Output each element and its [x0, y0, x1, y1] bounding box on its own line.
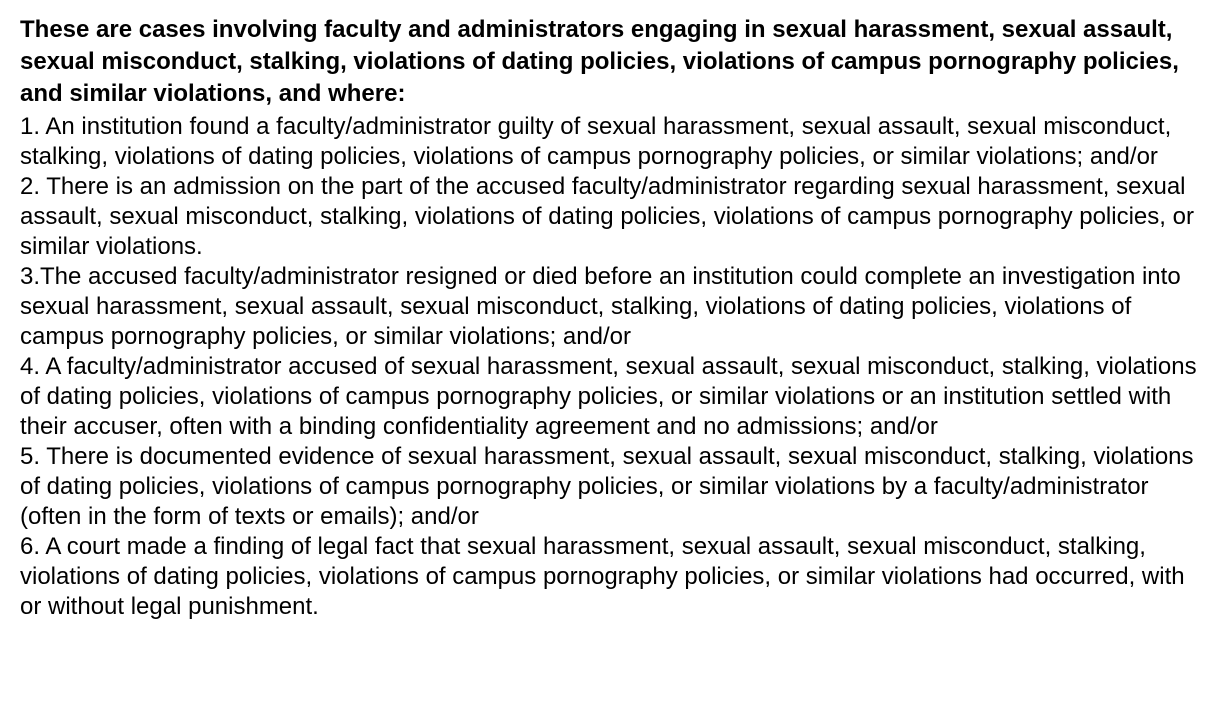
criteria-item-5: 5. There is documented evidence of sexual harassment, sexual assault, sexual misconduct, stalking, violations of dating policies, violations of campus pornography policies, or similar violations by a faculty/administrator (often in the form of texts or emails); and/or — [20, 443, 1194, 530]
criteria-item-6: 6. A court made a finding of legal fact that sexual harassment, sexual assault, sexual misconduct, stalking, violations of dating policies, violations of campus pornography policies, or similar violations had occurred, with or without legal punishment. — [20, 533, 1185, 620]
criteria-item-3: 3.The accused faculty/administrator resigned or died before an institution could complete an investigation into sexual harassment, sexual assault, sexual misconduct, stalking, violations of dating policies, violations of campus pornography policies, or similar violations; and/or — [20, 263, 1181, 350]
criteria-item-4: 4. A faculty/administrator accused of sexual harassment, sexual assault, sexual misconduct, stalking, violations of dating policies, violations of campus pornography policies, or similar violations or an institution settled with their accuser, often with a binding confidentiality agreement and no admissions; and/or — [20, 353, 1197, 440]
criteria-list — [20, 112, 1200, 622]
criteria-item-2: 2. There is an admission on the part of the accused faculty/administrator regarding sexual harassment, sexual assault, sexual misconduct, stalking, violations of dating policies, violations of campus pornography policies, or similar violations. — [20, 173, 1194, 260]
document-body — [20, 14, 1200, 622]
criteria-item-1: 1. An institution found a faculty/administrator guilty of sexual harassment, sexual assault, sexual misconduct, stalking, violations of dating policies, violations of campus pornography policies, or similar violations; and/or — [20, 113, 1172, 170]
intro-heading: These are cases involving faculty and administrators engaging in sexual harassment, sexual assault, sexual misconduct, stalking, violations of dating policies, violations of campus pornography policies, and similar violations, and where: — [20, 16, 1179, 107]
